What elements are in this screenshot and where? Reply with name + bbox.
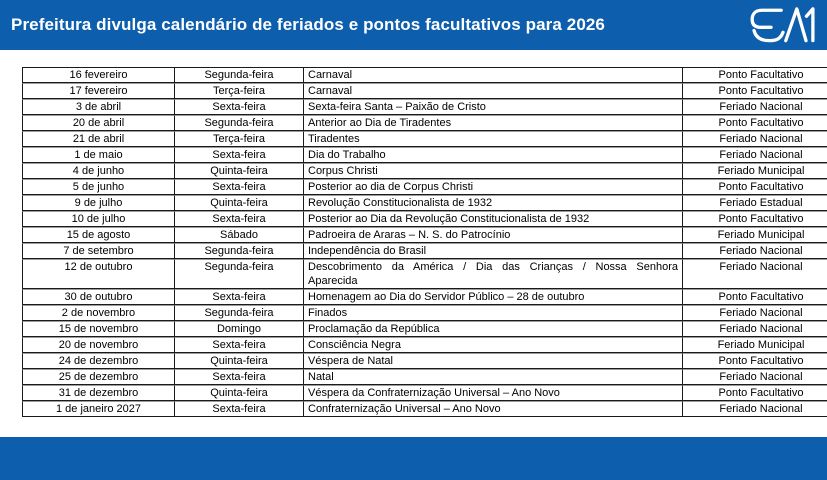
cell-date: 16 fevereiro xyxy=(22,67,175,83)
table-row xyxy=(22,259,827,289)
cell-date: 9 de julho xyxy=(22,195,175,211)
cell-weekday: Quinta-feira xyxy=(175,195,304,211)
cell-type: Ponto Facultativo xyxy=(683,289,827,305)
cell-weekday: Segunda-feira xyxy=(175,243,304,259)
table-row xyxy=(22,211,827,227)
cell-weekday: Quinta-feira xyxy=(175,385,304,401)
cell-type: Ponto Facultativo xyxy=(683,83,827,99)
cell-type: Feriado Nacional xyxy=(683,99,827,115)
cell-type: Feriado Nacional xyxy=(683,243,827,259)
footer-bar xyxy=(0,437,827,480)
cell-description: Independência do Brasil xyxy=(304,243,683,259)
table-row xyxy=(22,401,827,417)
cell-description: Descobrimento da América / Dia das Crianças / Nossa Senhora Aparecida xyxy=(304,259,683,289)
cell-weekday: Sexta-feira xyxy=(175,369,304,385)
cell-weekday: Quinta-feira xyxy=(175,163,304,179)
cell-weekday: Sexta-feira xyxy=(175,289,304,305)
table-row xyxy=(22,369,827,385)
cell-type: Feriado Nacional xyxy=(683,131,827,147)
cell-date: 3 de abril xyxy=(22,99,175,115)
cell-weekday: Segunda-feira xyxy=(175,67,304,83)
cell-date: 2 de novembro xyxy=(22,305,175,321)
cell-description: Proclamação da República xyxy=(304,321,683,337)
cell-weekday: Sexta-feira xyxy=(175,211,304,227)
cell-date: 21 de abril xyxy=(22,131,175,147)
table-row xyxy=(22,179,827,195)
cell-description: Confraternização Universal – Ano Novo xyxy=(304,401,683,417)
cell-description: Revolução Constitucionalista de 1932 xyxy=(304,195,683,211)
cell-date: 4 de junho xyxy=(22,163,175,179)
cell-weekday: Sexta-feira xyxy=(175,147,304,163)
cell-weekday: Sexta-feira xyxy=(175,99,304,115)
cell-type: Feriado Nacional xyxy=(683,321,827,337)
cell-date: 10 de julho xyxy=(22,211,175,227)
table-row xyxy=(22,83,827,99)
cell-description: Dia do Trabalho xyxy=(304,147,683,163)
cell-description: Posterior ao dia de Corpus Christi xyxy=(304,179,683,195)
table-row xyxy=(22,321,827,337)
cell-type: Ponto Facultativo xyxy=(683,385,827,401)
cell-type: Feriado Nacional xyxy=(683,147,827,163)
cell-type: Ponto Facultativo xyxy=(683,211,827,227)
table-row xyxy=(22,99,827,115)
table-row xyxy=(22,289,827,305)
cell-weekday: Terça-feira xyxy=(175,131,304,147)
holiday-table-body xyxy=(22,67,827,417)
table-row xyxy=(22,353,827,369)
cell-description: Anterior ao Dia de Tiradentes xyxy=(304,115,683,131)
cell-weekday: Sexta-feira xyxy=(175,401,304,417)
cell-type: Ponto Facultativo xyxy=(683,353,827,369)
cell-type: Feriado Nacional xyxy=(683,305,827,321)
table-row xyxy=(22,115,827,131)
cell-date: 20 de novembro xyxy=(22,337,175,353)
cell-type: Feriado Municipal xyxy=(683,163,827,179)
cell-type: Feriado Municipal xyxy=(683,227,827,243)
cell-date: 7 de setembro xyxy=(22,243,175,259)
cell-weekday: Sábado xyxy=(175,227,304,243)
cell-type: Ponto Facultativo xyxy=(683,67,827,83)
cell-description: Padroeira de Araras – N. S. do Patrocínio xyxy=(304,227,683,243)
cell-weekday: Segunda-feira xyxy=(175,259,304,289)
header-bar xyxy=(0,0,827,50)
table-row xyxy=(22,195,827,211)
cell-weekday: Terça-feira xyxy=(175,83,304,99)
cell-date: 5 de junho xyxy=(22,179,175,195)
cell-description: Sexta-feira Santa – Paixão de Cristo xyxy=(304,99,683,115)
cell-description: Finados xyxy=(304,305,683,321)
table-row xyxy=(22,163,827,179)
table-row xyxy=(22,305,827,321)
cell-date: 20 de abril xyxy=(22,115,175,131)
cell-weekday: Segunda-feira xyxy=(175,305,304,321)
table-row xyxy=(22,147,827,163)
table-row xyxy=(22,243,827,259)
holiday-table xyxy=(22,67,827,417)
cell-weekday: Sexta-feira xyxy=(175,179,304,195)
cell-date: 15 de agosto xyxy=(22,227,175,243)
table-row xyxy=(22,337,827,353)
cell-description: Natal xyxy=(304,369,683,385)
cell-weekday: Quinta-feira xyxy=(175,353,304,369)
cell-date: 31 de dezembro xyxy=(22,385,175,401)
cell-date: 17 fevereiro xyxy=(22,83,175,99)
cell-date: 30 de outubro xyxy=(22,289,175,305)
cell-description: Carnaval xyxy=(304,83,683,99)
cell-type: Feriado Nacional xyxy=(683,259,827,289)
table-row xyxy=(22,385,827,401)
cell-date: 1 de maio xyxy=(22,147,175,163)
table-row xyxy=(22,67,827,83)
cell-date: 1 de janeiro 2027 xyxy=(22,401,175,417)
cell-weekday: Sexta-feira xyxy=(175,337,304,353)
cell-date: 24 de dezembro xyxy=(22,353,175,369)
table-row xyxy=(22,131,827,147)
cell-description: Tiradentes xyxy=(304,131,683,147)
cell-description: Posterior ao Dia da Revolução Constitucionalista de 1932 xyxy=(304,211,683,227)
cell-description: Véspera da Confraternização Universal – Ano Novo xyxy=(304,385,683,401)
cell-description: Homenagem ao Dia do Servidor Público – 28 de outubro xyxy=(304,289,683,305)
cell-type: Ponto Facultativo xyxy=(683,115,827,131)
cell-description: Véspera de Natal xyxy=(304,353,683,369)
cell-weekday: Domingo xyxy=(175,321,304,337)
cell-date: 25 de dezembro xyxy=(22,369,175,385)
cell-weekday: Segunda-feira xyxy=(175,115,304,131)
station-logo-icon xyxy=(747,2,819,48)
table-row xyxy=(22,227,827,243)
cell-description: Carnaval xyxy=(304,67,683,83)
cell-date: 12 de outubro xyxy=(22,259,175,289)
page-title: Prefeitura divulga calendário de feriados e pontos facultativos para 2026 xyxy=(11,15,605,34)
cell-type: Feriado Municipal xyxy=(683,337,827,353)
cell-type: Feriado Estadual xyxy=(683,195,827,211)
cell-type: Feriado Nacional xyxy=(683,369,827,385)
cell-date: 15 de novembro xyxy=(22,321,175,337)
cell-type: Ponto Facultativo xyxy=(683,179,827,195)
cell-type: Feriado Nacional xyxy=(683,401,827,417)
holiday-table-container xyxy=(22,67,803,417)
cell-description: Corpus Christi xyxy=(304,163,683,179)
cell-description: Consciência Negra xyxy=(304,337,683,353)
